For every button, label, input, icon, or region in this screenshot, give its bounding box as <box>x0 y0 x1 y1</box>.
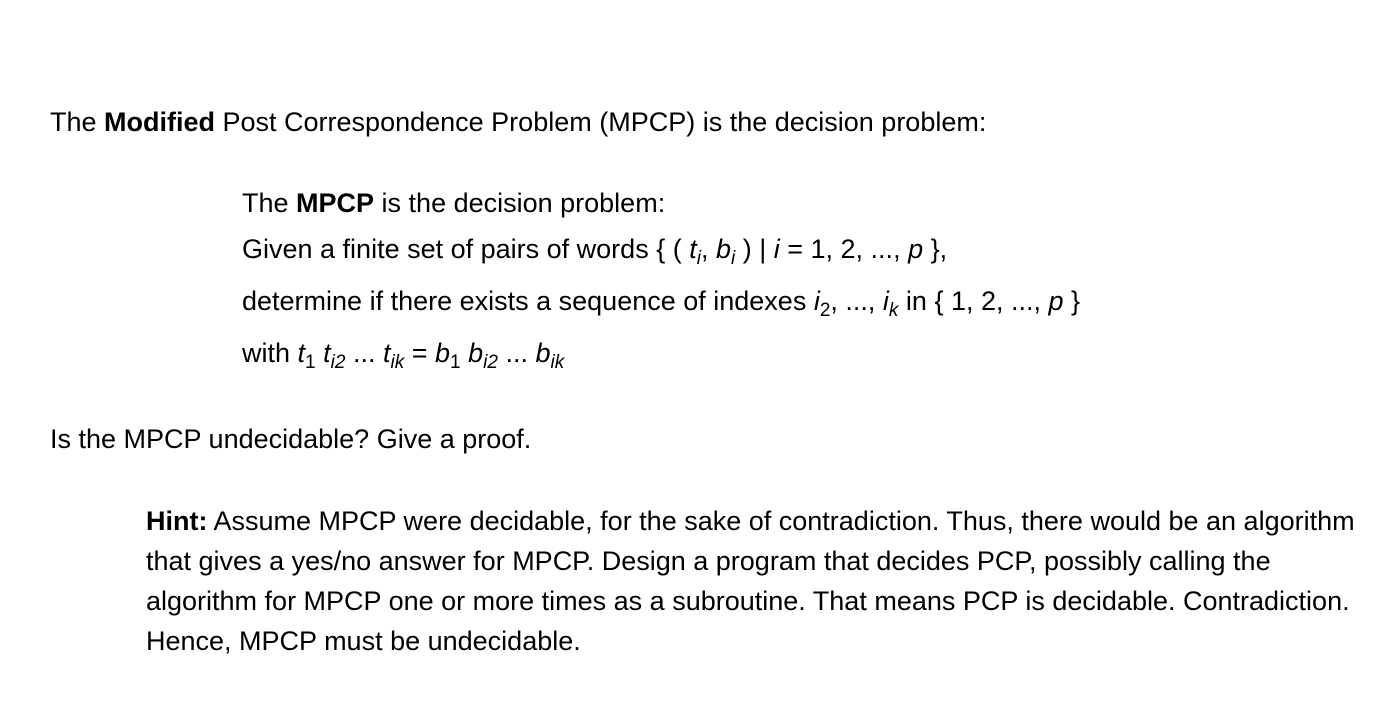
intro-text-end: Post Correspondence Problem (MPCP) is the decision problem: <box>215 107 987 137</box>
var-ti2-sub: i2 <box>330 352 346 373</box>
def1-bold-mpcp: MPCP <box>296 188 375 218</box>
var-p: p <box>1048 286 1064 316</box>
intro-paragraph <box>50 105 986 139</box>
var-t1: t <box>297 338 306 368</box>
def4-dots-1: ... <box>345 338 383 368</box>
def3-text-c: in { 1, 2, ..., <box>898 286 1049 316</box>
var-t-sub: i <box>696 248 701 269</box>
def3-text-d: } <box>1063 286 1081 316</box>
var-b: b <box>715 234 731 264</box>
hint-paragraph <box>146 501 1386 661</box>
var-i: i <box>773 234 780 264</box>
def3-text-b: , ..., <box>830 286 883 316</box>
definition-line-3 <box>242 284 1081 321</box>
var-ik: i <box>882 286 889 316</box>
var-t: t <box>689 234 697 264</box>
def4-equals: = <box>404 338 435 368</box>
var-b-sub: i <box>731 248 736 269</box>
def3-text-a: determine if there exists a sequence of indexes <box>242 286 814 316</box>
definition-line-1 <box>242 186 665 220</box>
def1-text-start: The <box>242 188 297 218</box>
var-bik-sub: ik <box>550 352 565 373</box>
def2-text-e: }, <box>923 234 948 264</box>
var-tik: t <box>382 338 391 368</box>
def4-text-a: with <box>242 338 298 368</box>
var-tik-sub: ik <box>390 352 405 373</box>
hint-text: Assume MPCP were decidable, for the sake of contradiction. Thus, there would be an algorithm that gives a yes/no answer for MPCP. Design a program that decides PCP, possibly calling the algorithm for MPCP one or more times as a subroutine. That means PCP is decidable. Contradiction. Hence, MPCP must be undecidable. <box>146 506 1355 656</box>
def2-comma: , <box>700 234 716 264</box>
def4-dots-2: ... <box>497 338 536 368</box>
def2-text-a: Given a finite set of pairs of words { ( <box>242 234 690 264</box>
intro-bold-modified: Modified <box>104 107 216 137</box>
var-p: p <box>908 234 924 264</box>
var-i2: i <box>813 286 820 316</box>
definition-line-2 <box>242 232 948 269</box>
var-i2-sub: 2 <box>819 300 831 321</box>
var-b1: b <box>435 338 451 368</box>
def2-text-c: ) | <box>735 234 774 264</box>
definition-line-4 <box>242 336 565 373</box>
var-bi2-sub: i2 <box>483 352 498 373</box>
var-b1-sub: 1 <box>450 352 461 373</box>
var-bik: b <box>535 338 551 368</box>
def2-text-d: = 1, 2, ..., <box>779 234 909 264</box>
hint-label: Hint: <box>146 506 208 536</box>
question-text: Is the MPCP undecidable? Give a proof. <box>50 424 532 454</box>
var-ti2: t <box>323 338 331 368</box>
intro-text-start: The <box>50 107 105 137</box>
def1-text-end: is the decision problem: <box>374 188 666 218</box>
var-bi2: b <box>468 338 484 368</box>
var-t1-sub: 1 <box>305 352 316 373</box>
var-ik-sub: k <box>888 300 899 321</box>
